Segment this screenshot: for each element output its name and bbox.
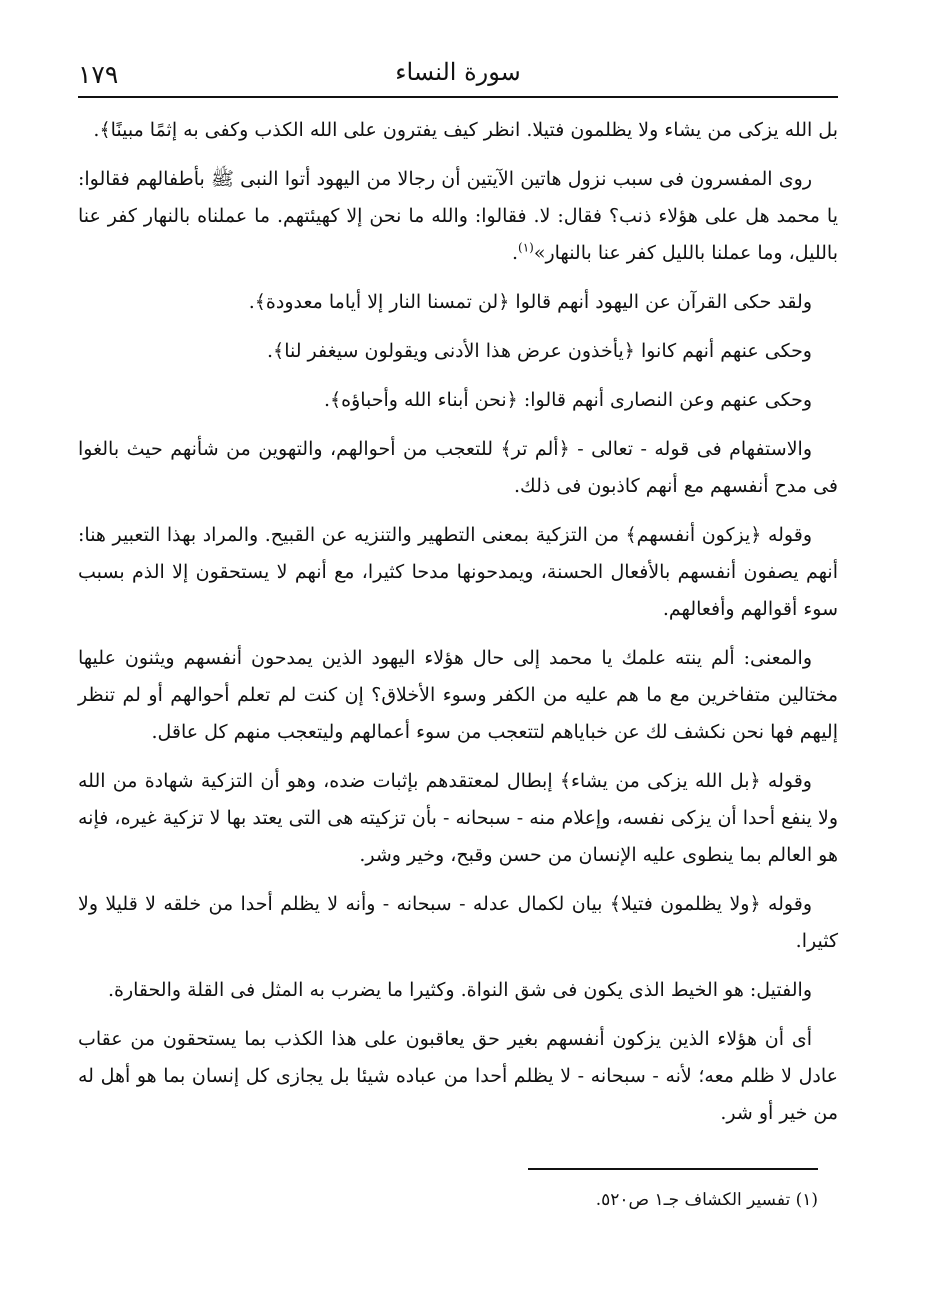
paragraph: والمعنى: ألم ينته علمك يا محمد إلى حال هؤلاء اليهود الذين يمدحون أنفسهم ويثنون عليها مختالين متفاخرين مع ما هم عليه من الكفر وسوء الأخلاق؟ إن كنت لم تعلم أحوالهم أو لم تنظر إليهم فها نحن نكشف لك عن خباياهم لتتعجب من سوء أعمالهم وليتعجب منهم كل عاقل. xyxy=(78,647,838,743)
footnote-marker: (١) xyxy=(518,240,534,255)
body-text xyxy=(78,112,838,1144)
paragraph: والفتيل: هو الخيط الذى يكون فى شق النواة. وكثيرا ما يضرب به المثل فى القلة والحقارة. xyxy=(107,979,812,1001)
page-header xyxy=(78,52,838,92)
paragraph: بل الله يزكى من يشاء ولا يظلمون فتيلا. انظر كيف يفترون على الله الكذب وكفى به إثمًا مبينًا﴾. xyxy=(93,119,838,141)
footnote-divider xyxy=(528,1168,818,1170)
paragraph: وحكى عنهم وعن النصارى أنهم قالوا: ﴿نحن أبناء الله وأحباؤه﴾. xyxy=(323,389,812,411)
page-number: ١٧٩ xyxy=(78,60,119,89)
paragraph: والاستفهام فى قوله - تعالى - ﴿ألم تر﴾ للتعجب من أحوالهم، والتهوين من شأنهم حيث بالغوا فى مدح أنفسهم مع أنهم كاذبون فى ذلك. xyxy=(78,438,838,497)
surah-title: سورة النساء xyxy=(395,58,521,86)
paragraph: وقوله ﴿يزكون أنفسهم﴾ من التزكية بمعنى التطهير والتنزيه عن القبيح. والمراد بهذا التعبير هنا: أنهم يصفون أنفسهم بالأفعال الحسنة، ويمدحونها مدحا كثيرا، مع أنهم لا يستحقون إلا الذم بسبب سوء أقوالهم وأفعالهم. xyxy=(78,524,838,620)
paragraph: وحكى عنهم أنهم كانوا ﴿يأخذون عرض هذا الأدنى ويقولون سيغفر لنا﴾. xyxy=(267,340,812,362)
paragraph: ولقد حكى القرآن عن اليهود أنهم قالوا ﴿لن تمسنا النار إلا أياما معدودة﴾. xyxy=(248,291,812,313)
paragraph xyxy=(78,161,838,272)
paragraph-text: روى المفسرون فى سبب نزول هاتين الآيتين أن رجالا من اليهود أتوا النبى ﷺ بأطفالهم فقالوا: يا محمد هل على هؤلاء ذنب؟ فقال: لا. فقالوا: والله ما نحن إلا كهيئتهم. ما عملناه بالنهار كفر عنا بالليل، وما عملنا بالليل كفر عنا بالنهار» xyxy=(78,168,838,264)
paragraph: وقوله ﴿بل الله يزكى من يشاء﴾ إبطال لمعتقدهم بإثبات ضده، وهو أن التزكية شهادة من الله ولا ينفع أحدا أن يزكى نفسه، وإعلام منه - سبحانه - بأن تزكيته هى التى يعتد بها لا تزكية غيره، فإنه هو العالم بما ينطوى عليه الإنسان من حسن وقبح، وخير وشر. xyxy=(78,770,838,866)
header-divider xyxy=(78,96,838,98)
footnote: (١) تفسير الكشاف جـ١ ص٥٢٠. xyxy=(595,1190,818,1210)
paragraph: أى أن هؤلاء الذين يزكون أنفسهم بغير حق يعاقبون على هذا الكذب بما يستحقون من عقاب عادل لا ظلم معه؛ لأنه - سبحانه - لا يظلم أحدا من عباده شيئا بل يجازى كل إنسان بما هو أهل له من خير أو شر. xyxy=(78,1028,838,1124)
paragraph: وقوله ﴿ولا يظلمون فتيلا﴾ بيان لكمال عدله - سبحانه - وأنه لا يظلم أحدا من خلقه لا قليلا ولا كثيرا. xyxy=(78,893,838,952)
paragraph-tail: . xyxy=(511,242,519,264)
